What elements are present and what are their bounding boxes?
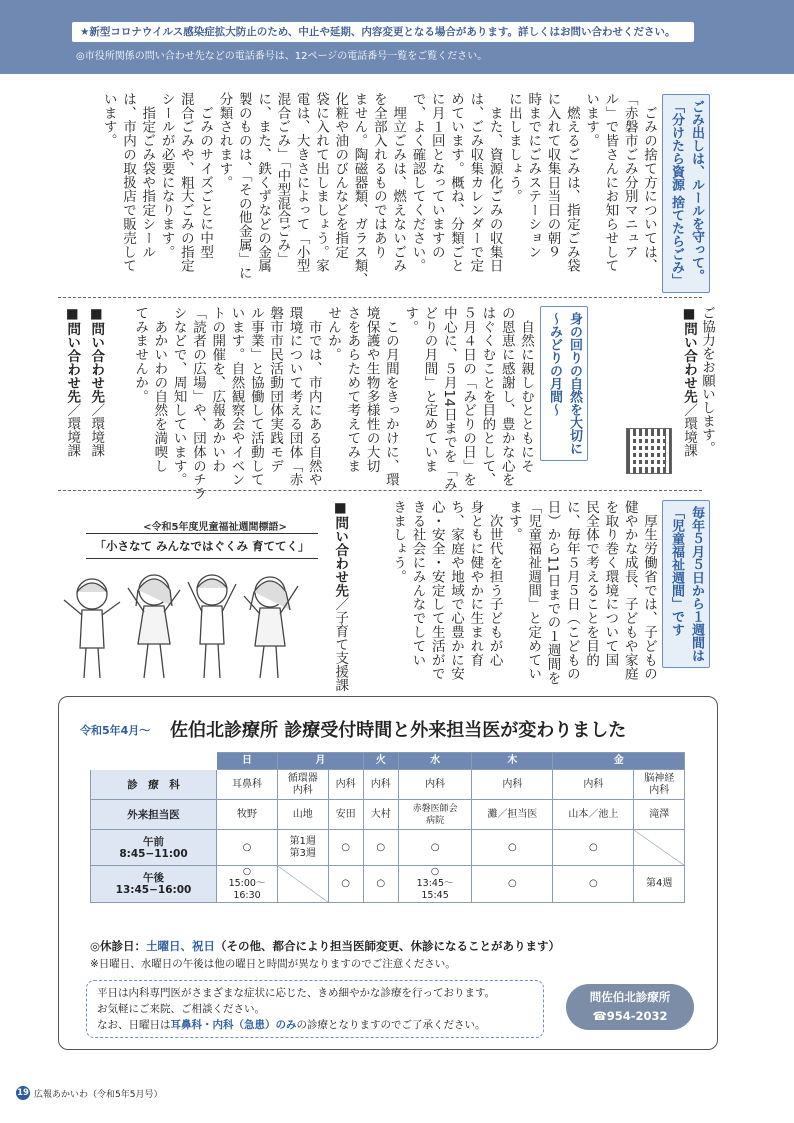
doctor-cell: 滝澤 [634,800,685,830]
qr-code-icon[interactable] [626,428,672,474]
divider [58,297,702,298]
am-cell: ○ [553,830,634,866]
doctor-cell: 灘／担当医 [472,800,553,830]
row-label-am: 午前 8:45−11:00 [91,830,217,866]
day-sun: 日 [217,753,278,770]
doctor-cell: 赤磐医師会 病院 [398,800,471,830]
garbage-heading: ごみ出しは、ルールを守って。 「分けたら資源 捨てたらごみ」 [662,94,710,293]
am-cell: ○ [217,830,278,866]
contact-dept: ／環境課 [64,403,81,457]
doctor-cell: 山地 [278,800,328,830]
contact-label: ■問い合わせ先 [64,306,81,403]
clinic-date: 令和5年4月〜 [80,724,151,737]
greenery-contact [86,306,105,457]
info-line: 平日は内科専門医がさまざまな症状に応じた、きめ細やかな診療を行っております。 [97,987,496,999]
contact-dept: ／環境課 [681,403,697,457]
doctor-cell: 山本／池上 [553,800,634,830]
dept-cell: 循環器 内科 [278,770,328,800]
table-row-pm [91,866,685,903]
child-week-body: 厚生労働省では、子どもの 健やかな成長、子どもや家庭 を取り巻く環境について国 民全体で考えることを目的 に、毎年５月５日（こどもの 日）から11日までの１週間を 「児童福祉週間」と定めてい ます。 次世代を担う子どもが心 身ともに健やかに生まれ育 ち、家庭や地域で心豊かに安 心・安全・安定して生活がで きる社会にみんなでしてい きましょう。 [390,500,657,685]
am-cell: ○ [328,830,363,866]
day-wed: 水 [398,753,471,770]
dept-cell: 内科 [363,770,398,800]
doctor-cell: 牧野 [217,800,278,830]
pm-cell: ○ [328,866,363,903]
children-illustration [62,560,307,690]
page-number: 19 [17,1088,29,1098]
notice-banner [0,0,794,74]
slogan: 「小さなて みんなではぐくみ 育ててく」 [86,533,318,559]
closed-prefix: ◎休診日： [90,939,147,953]
closed-days [90,938,560,954]
am-cell: ○ [472,830,553,866]
row-label-dept: 診 療 科 [91,770,217,800]
garbage-body: ごみの捨て方については、 「赤磐市ごみ分別マニュア ル」で皆さんにお知らせして います。 燃えるごみは、指定ごみ袋 に入れて収集日当日の朝９ 時までにごみステーション に出しましょう。 また、資源化ごみの収集日 は、ごみ収集カレンダーで定 めています。概ね、分類ごと に月１回となっていますの で、よく確認してください。 埋立ごみは、燃えないごみ を全部入れるものではあり ません。陶磁器類、ガラス類、 化粧や油のびんなどを指定 袋に入れて出しましょう。家 電は、大きさによって「小型 混合ごみ」「中型混合ごみ」 に、また、鉄くずなどの金属 製のものは、「その他金属」に 分類されます。 ごみのサイズごとに中型 混合ごみや、粗大ごみの指定 シールが必要になります。 指定ごみ袋や指定シール は、市内の取扱店で販売して います。 [100,92,657,287]
pm-cell-empty [278,866,328,903]
divider [58,490,702,491]
table-row-dept [91,770,685,800]
child-week-heading: 毎年５月５日から１週間は 「児童福祉週間」です [662,500,710,668]
dept-cell: 内科 [398,770,471,800]
am-cell: 第1週 第3週 [278,830,328,866]
page-footer [16,1086,162,1100]
garbage-thanks: ご協力をお願いします。 [699,306,715,455]
schedule-note: ※日曜日、水曜日の午後は他の曜日と時間が異なりますのでご注意ください。 [90,958,456,970]
closed-suffix: （その他、都合により担当医師変更、休診になることがあります） [215,939,561,953]
greenery-heading: 身の回りの自然を大切に 〜みどりの月間〜 [540,306,588,461]
pm-cell: ○ 15:00〜 16:30 [217,866,278,903]
contact-label: ■問い合わせ先 [681,306,697,403]
clinic-info-box [86,980,544,1038]
pm-cell: 第4週 [634,866,685,903]
contact-dept: ／子育て支援課 [332,597,349,692]
clinic-contact-badge [566,984,694,1030]
day-mon: 月 [278,753,364,770]
clinic-schedule-table [90,752,685,903]
slogan-caption: <令和5年度児童福祉週間標語> [143,522,287,533]
clinic-contact-name: 問佐伯北診療所 [589,990,671,1004]
day-fri: 金 [553,753,685,770]
row-label-pm: 午後 13:45−16:00 [91,866,217,903]
clinic-contact-phone[interactable]: ☎954-2032 [592,1009,668,1023]
dept-cell: 脳神経 内科 [634,770,685,800]
table-row-am [91,830,685,866]
info-line: お気軽にご来院、ご相談ください。 [97,1003,265,1015]
doctor-cell: 大村 [363,800,398,830]
dept-cell: 内科 [328,770,363,800]
pm-cell: ○ [472,866,553,903]
info-highlight: 耳鼻科・内科（急患）のみ [170,1019,297,1031]
garbage-contact [62,306,81,457]
covid-notice: ★新型コロナウイルス感染症拡大防止のため、中止や延期、内容変更となる場合があります。詳しくはお問い合わせください。 [72,22,694,42]
dept-cell: 内科 [472,770,553,800]
doctor-cell: 安田 [328,800,363,830]
pm-cell: ○ [553,866,634,903]
am-cell: ○ [398,830,471,866]
contact-label: ■問い合わせ先 [332,500,349,597]
row-label-doctor: 外来担当医 [91,800,217,830]
closed-days-value: 土曜日、祝日 [146,939,216,953]
pm-cell: ○ [363,866,398,903]
contact-label: ■問い合わせ先 [88,306,105,403]
greenery-body: 自然に親しむとともにそ の恩恵に感謝し、豊かな心を はぐくむことを目的として、 ５月４日の「みどりの日」を 中心に、５月14日までを「み どりの月間」と定めていま す。 この月間をきっかけに、環 境保護や生物多様性の大切 さをあらためて考えてみま せんか。 市では、市内にある自然や 環境について考える団体「赤 磐市市民活動団体実践モデ ル事業」と協働して活動して います。自然観察会やイベン トの開催を、広報あかいわ 「読者の広場」や、団体のチラ シなどで、周知しています。 あかいわの自然を満喫し てみませんか。 [132,306,534,501]
garbage-contact-right [679,306,698,457]
am-cell: ○ [363,830,398,866]
day-thu: 木 [472,753,553,770]
pm-cell: ○ 13:45〜 15:45 [398,866,471,903]
table-row-doctor [91,800,685,830]
day-tue: 火 [363,753,398,770]
am-cell-empty [634,830,685,866]
info-line [97,1017,533,1033]
publication-name: 広報あかいわ（令和5年5月号） [34,1089,163,1100]
phone-directory-note: ◎市役所関係の問い合わせ先などの電話番号は、12ページの電話番号一覧をご覧ください。 [76,51,488,62]
contact-dept: ／環境課 [88,403,105,457]
dept-cell: 耳鼻科 [217,770,278,800]
info-text: なお、日曜日は [97,1019,171,1031]
dept-cell: 内科 [553,770,634,800]
clinic-title: 佐伯北診療所 診療受付時間と外来担当医が変わりました [170,720,627,741]
info-text: の診療となりますのでご了承ください。 [296,1019,486,1031]
table-row-days [91,753,685,770]
